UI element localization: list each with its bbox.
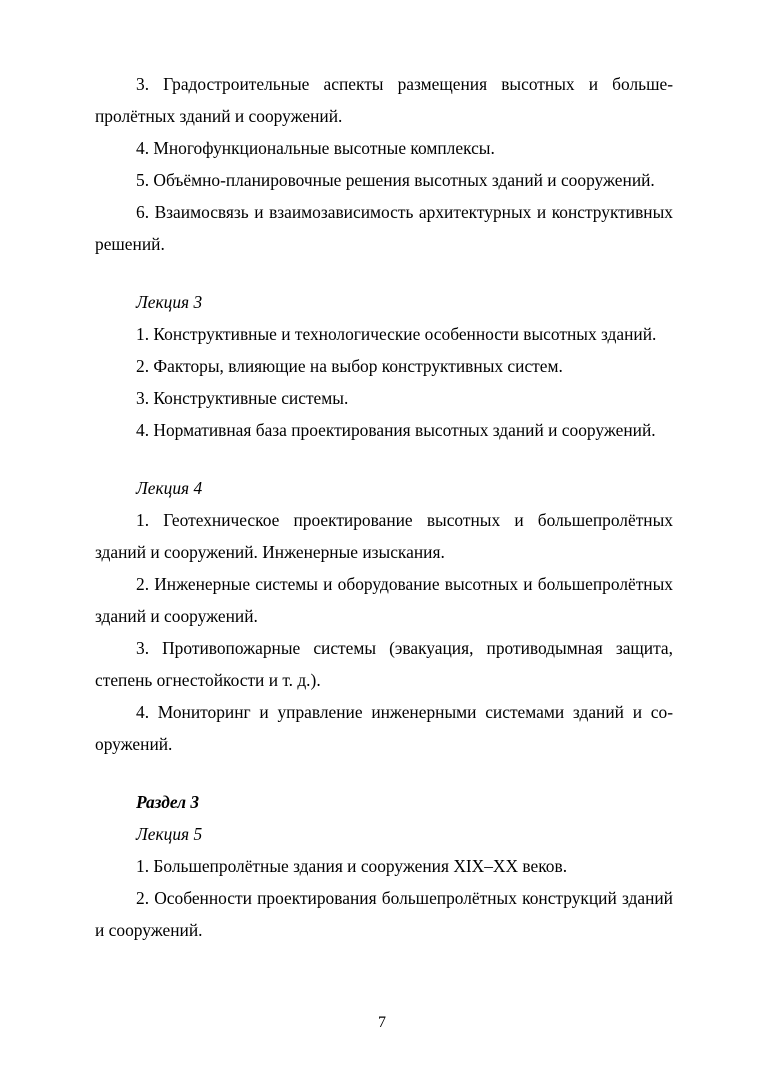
list-item: 3. Конструктивные системы.: [136, 388, 349, 408]
lecture-5-heading: Лекция 5: [136, 824, 203, 844]
lecture-4-heading: Лекция 4: [136, 478, 203, 498]
list-item: 4. Многофункциональные высотные комплексы.: [136, 138, 495, 158]
list-item: 3. Градостроительные аспекты размещения высотных и большепролётных зданий и сооружений.: [95, 74, 673, 126]
list-item: 5. Объёмно-планировочные решения высотных зданий и сооружений.: [136, 170, 655, 190]
list-item: 2. Особенности проектирования большепролётных конструкций зданий и сооружений.: [95, 888, 673, 940]
list-item: 3. Противопожарные системы (эвакуация, противодымная защита, степень огнестойкости и т. д.).: [95, 638, 673, 690]
page-content: [95, 68, 673, 946]
list-item: 1. Геотехническое проектирование высотных и большепролётных зданий и сооружений. Инженерные изыскания.: [95, 510, 673, 562]
list-item: 2. Факторы, влияющие на выбор конструктивных систем.: [136, 356, 563, 376]
section-3-heading: Раздел 3: [136, 792, 200, 812]
spacer: [95, 760, 673, 786]
list-item: 2. Инженерные системы и оборудование высотных и большепролётных зданий и сооружений.: [95, 574, 673, 626]
lecture-3-heading: Лекция 3: [136, 292, 203, 312]
list-item: 1. Большепролётные здания и сооружения XIX–XX веков.: [136, 856, 568, 876]
spacer: [95, 446, 673, 472]
list-item: 4. Мониторинг и управление инженерными системами зданий и сооружений.: [95, 702, 673, 754]
list-item: 1. Конструктивные и технологические особенности высотных зданий.: [136, 324, 657, 344]
spacer: [95, 260, 673, 286]
page-number: 7: [378, 1014, 386, 1031]
list-item: 6. Взаимосвязь и взаимозависимость архитектурных и конструктивных решений.: [95, 202, 673, 254]
list-item: 4. Нормативная база проектирования высотных зданий и сооружений.: [136, 420, 656, 440]
